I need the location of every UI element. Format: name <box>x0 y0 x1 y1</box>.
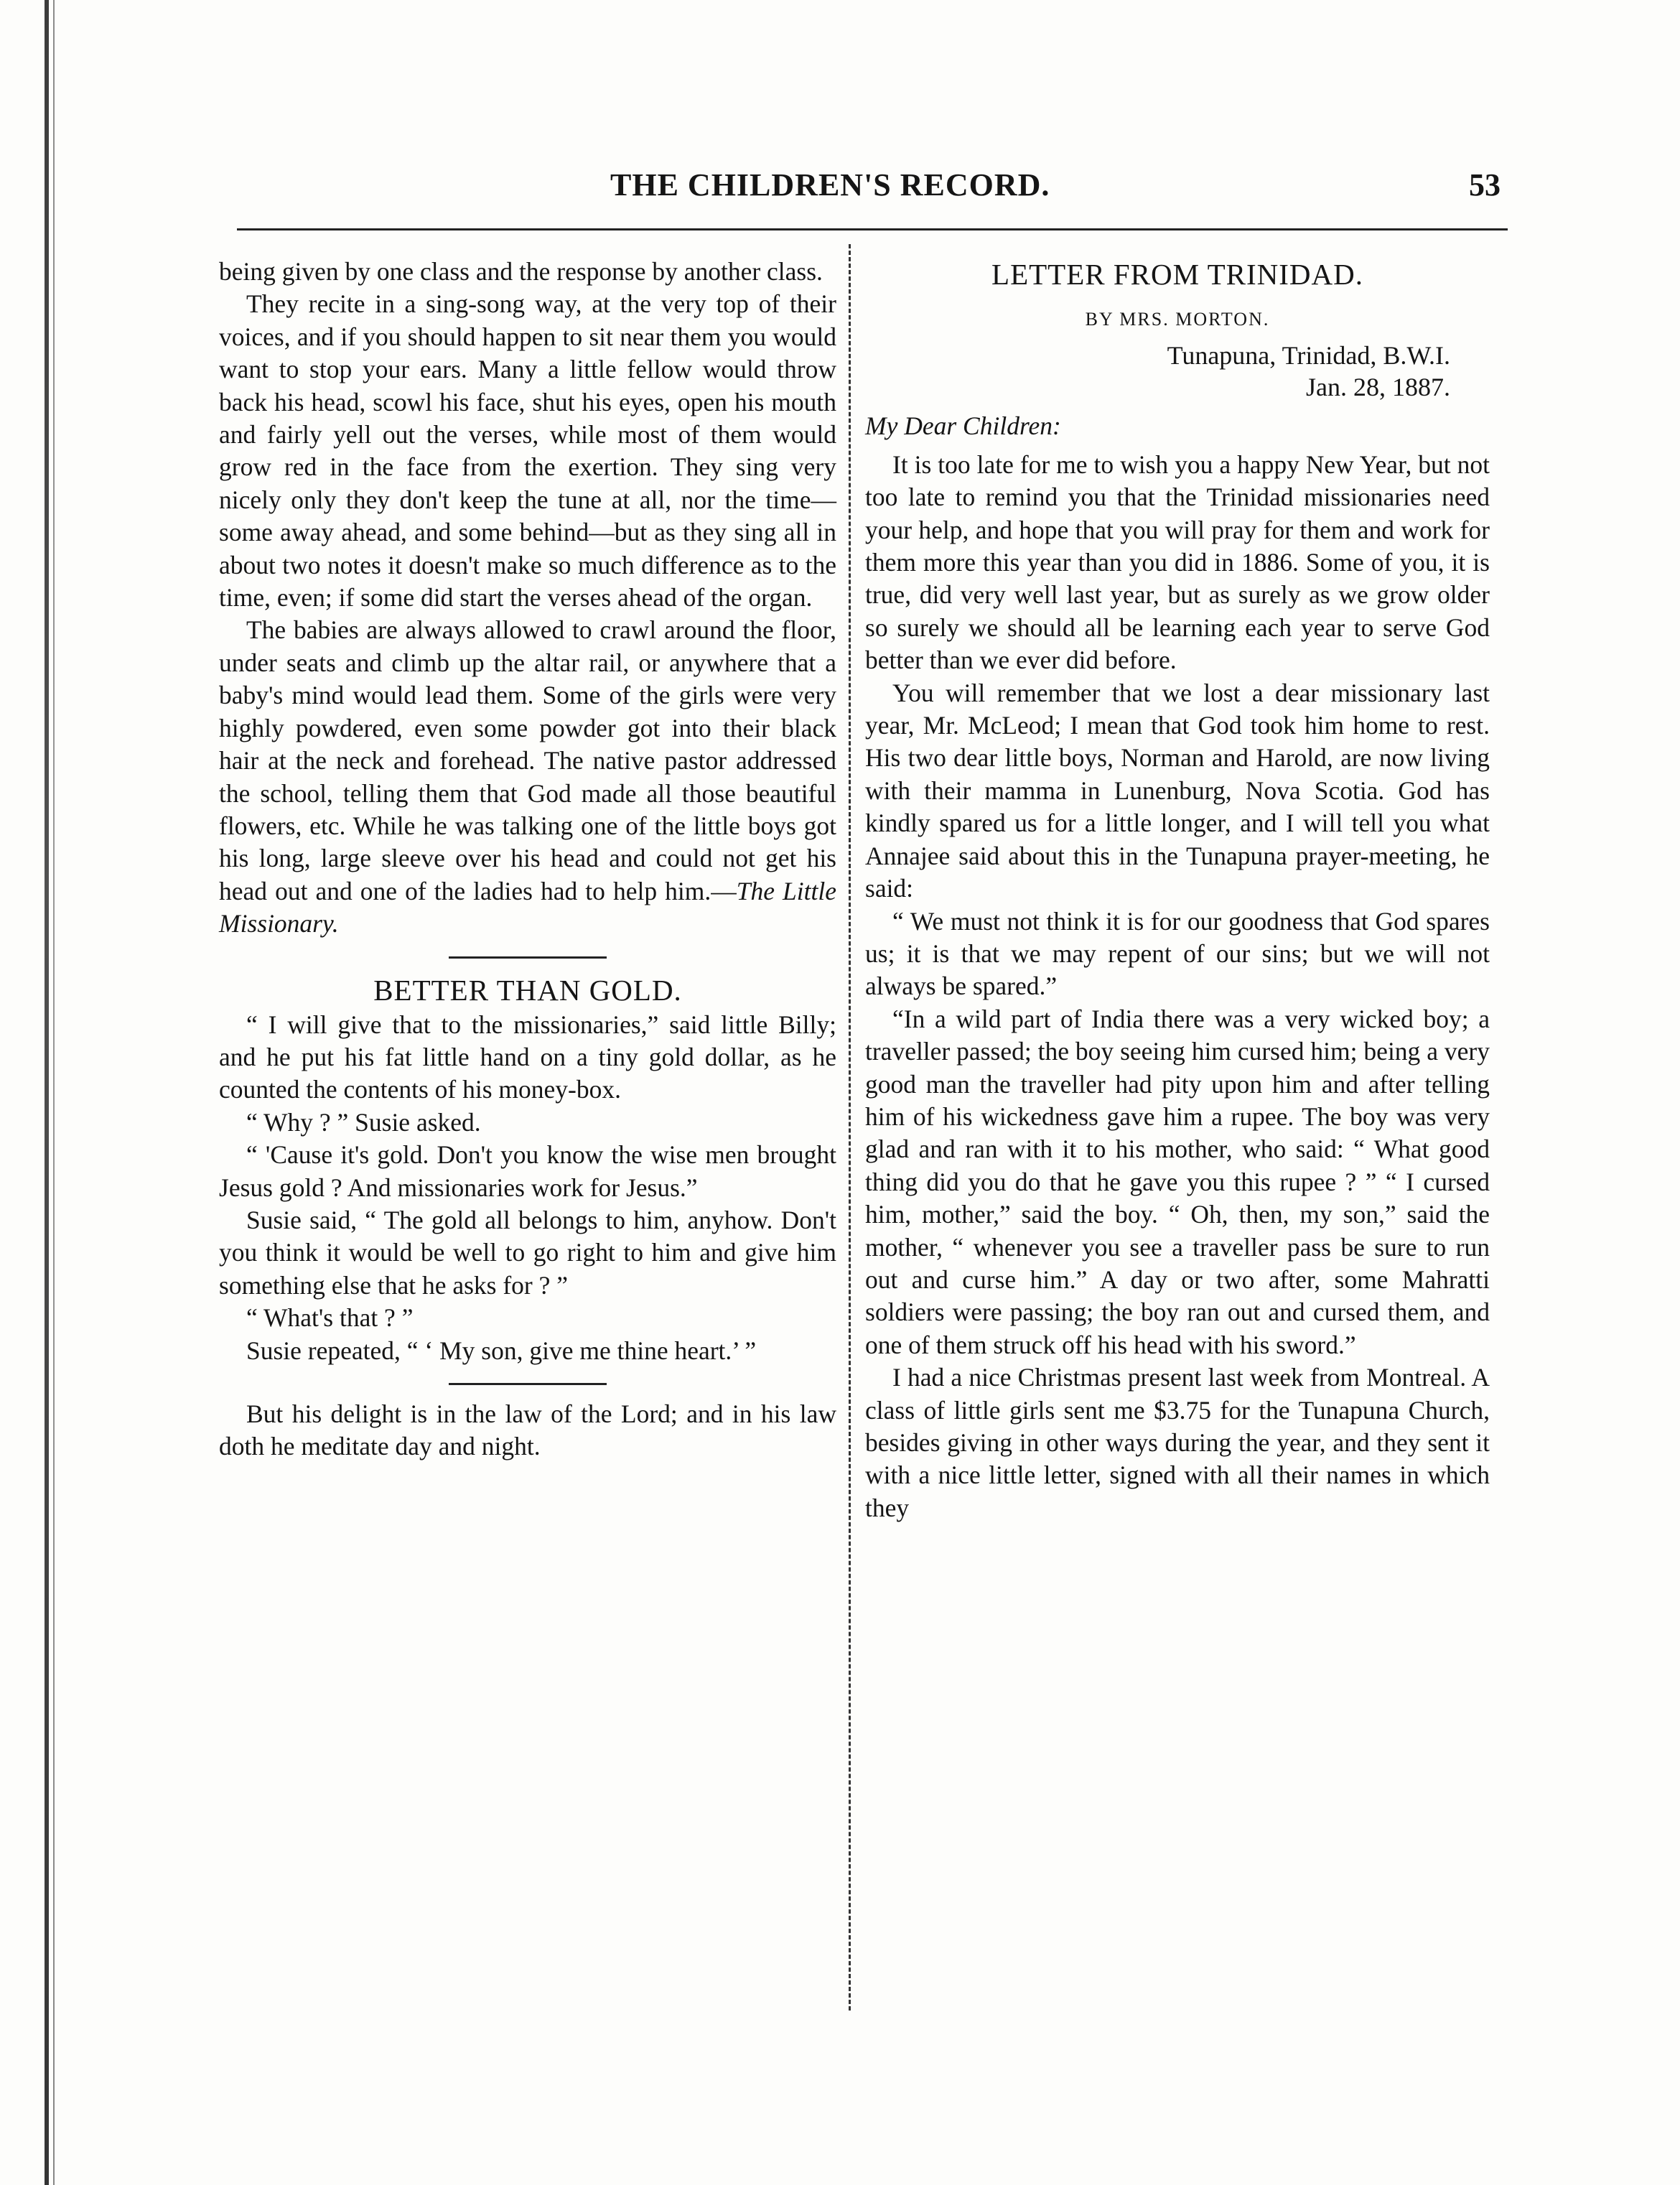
letter-date: Jan. 28, 1887. <box>1306 373 1450 402</box>
letter-place: Tunapuna, Trinidad, B.W.I. <box>1167 341 1450 371</box>
section-divider <box>449 1383 607 1385</box>
paragraph: “In a wild part of India there was a very wicked boy; a traveller passed; the boy seeing him cursed him; being a very good man the traveller had pity upon him and after telling him of his wickedness gave him a rupee. The boy was very glad and ran with it to his mother, who said: “ What good thing did you do that he gave you this rupee ? ” “ I cursed him, mother,” said the boy. “ Oh, then, my son,” said the mother, “ whenever you see a traveller pass be sure to run out and curse him.” A day or two after, some Mahratti soldiers were passing; the boy ran out and cursed them, and one of them struck off his head with his sword.” <box>865 1004 1490 1359</box>
paragraph: I had a nice Christmas present last week from Montreal. A class of little girls sent me $3.75 for the Tunapuna Church, besides giving in other ways during the year, and they sent it with a nice little letter, signed with all their names in which they <box>865 1363 1490 1522</box>
publication-title: THE CHILDREN'S RECORD. <box>610 167 1050 202</box>
letter-title: LETTER FROM TRINIDAD. <box>991 258 1363 291</box>
salutation: My Dear Children: <box>865 411 1061 441</box>
section-divider <box>449 956 607 959</box>
right-column <box>865 256 1490 1524</box>
paragraph: being given by one class and the response by another class. <box>219 257 823 286</box>
paragraph: It is too late for me to wish you a happy New Year, but not too late to remind you that the Trinidad missionaries need your help, and hope that you will pray for them and work for them more this year than you did in 1886. Some of you, it is true, did very well last year, but as surely as we grow older so surely we should all be learning each year to serve God better than we ever did before. <box>865 449 1490 675</box>
paragraph: “ We must not think it is for our goodness that God spares us; it is that we may repent of our sins; but we will not always be spared.” <box>865 906 1490 1001</box>
column-divider <box>849 244 851 2011</box>
paragraph: Susie said, “ The gold all belongs to him, anyhow. Don't you think it would be well to go right to him and give him something else that he asks for ? ” <box>219 1205 836 1300</box>
paragraph: “ I will give that to the missionaries,” said little Billy; and he put his fat little hand on a tiny gold dollar, as he counted the contents of his money-box. <box>219 1010 836 1104</box>
paragraph: “ 'Cause it's gold. Don't you know the wise men brought Jesus gold ? And missionaries work for Jesus.” <box>219 1140 836 1202</box>
paragraph <box>219 614 836 940</box>
paragraph: You will remember that we lost a dear missionary last year, Mr. McLeod; I mean that God took him home to rest. His two dear little boys, Norman and Harold, are now living with their mamma in Lunenburg, Nova Scotia. God has kindly spared us for a little longer, and I will tell you what Annajee said about this in the Tunapuna prayer-meeting, he said: <box>865 678 1490 903</box>
page-number: 53 <box>1469 167 1501 202</box>
scripture-verse: But his delight is in the law of the Lord; and in his law doth he meditate day and night. <box>219 1399 836 1461</box>
left-column <box>219 256 836 1463</box>
page-binding-edge-inner <box>53 0 55 2185</box>
paragraph: “ Why ? ” Susie asked. <box>246 1107 481 1137</box>
story-title: BETTER THAN GOLD. <box>373 973 682 1007</box>
paragraph: Susie repeated, “ ‘ My son, give me thine heart.’ ” <box>246 1336 757 1365</box>
page-binding-edge <box>45 0 49 2185</box>
header-rule <box>237 228 1508 230</box>
running-header <box>237 167 1529 210</box>
source-credit: The Little Missionary. <box>219 876 837 938</box>
paragraph: “ What's that ? ” <box>246 1303 414 1333</box>
paragraph: They recite in a sing-song way, at the very top of their voices, and if you should happen to sit near them you would want to stop your ears. Many a little fellow would throw back his head, scowl his face, shut his eyes, open his mouth and fairly yell out the verses, while most of them would grow red in the face from the exertion. They sing very nicely only they don't keep the tune at all, nor the time—some away ahead, and some behind—but as they sing all in about two notes it doesn't make so much difference as to the time, even; if some did start the verses ahead of the organ. <box>219 289 836 612</box>
paragraph-text: The babies are always allowed to crawl around the floor, under seats and climb up the altar rail, or anywhere that a baby's mind would lead them. Some of the girls were very highly powdered, even some powder got into their black hair at the neck and forehead. The native pastor addressed the school, telling them that God made all those beautiful flowers, etc. While he was talking one of the little boys got his long, large sleeve over his head and could not get his head out and one of the ladies had to help him.— <box>219 615 836 905</box>
byline: BY MRS. MORTON. <box>1085 309 1270 330</box>
